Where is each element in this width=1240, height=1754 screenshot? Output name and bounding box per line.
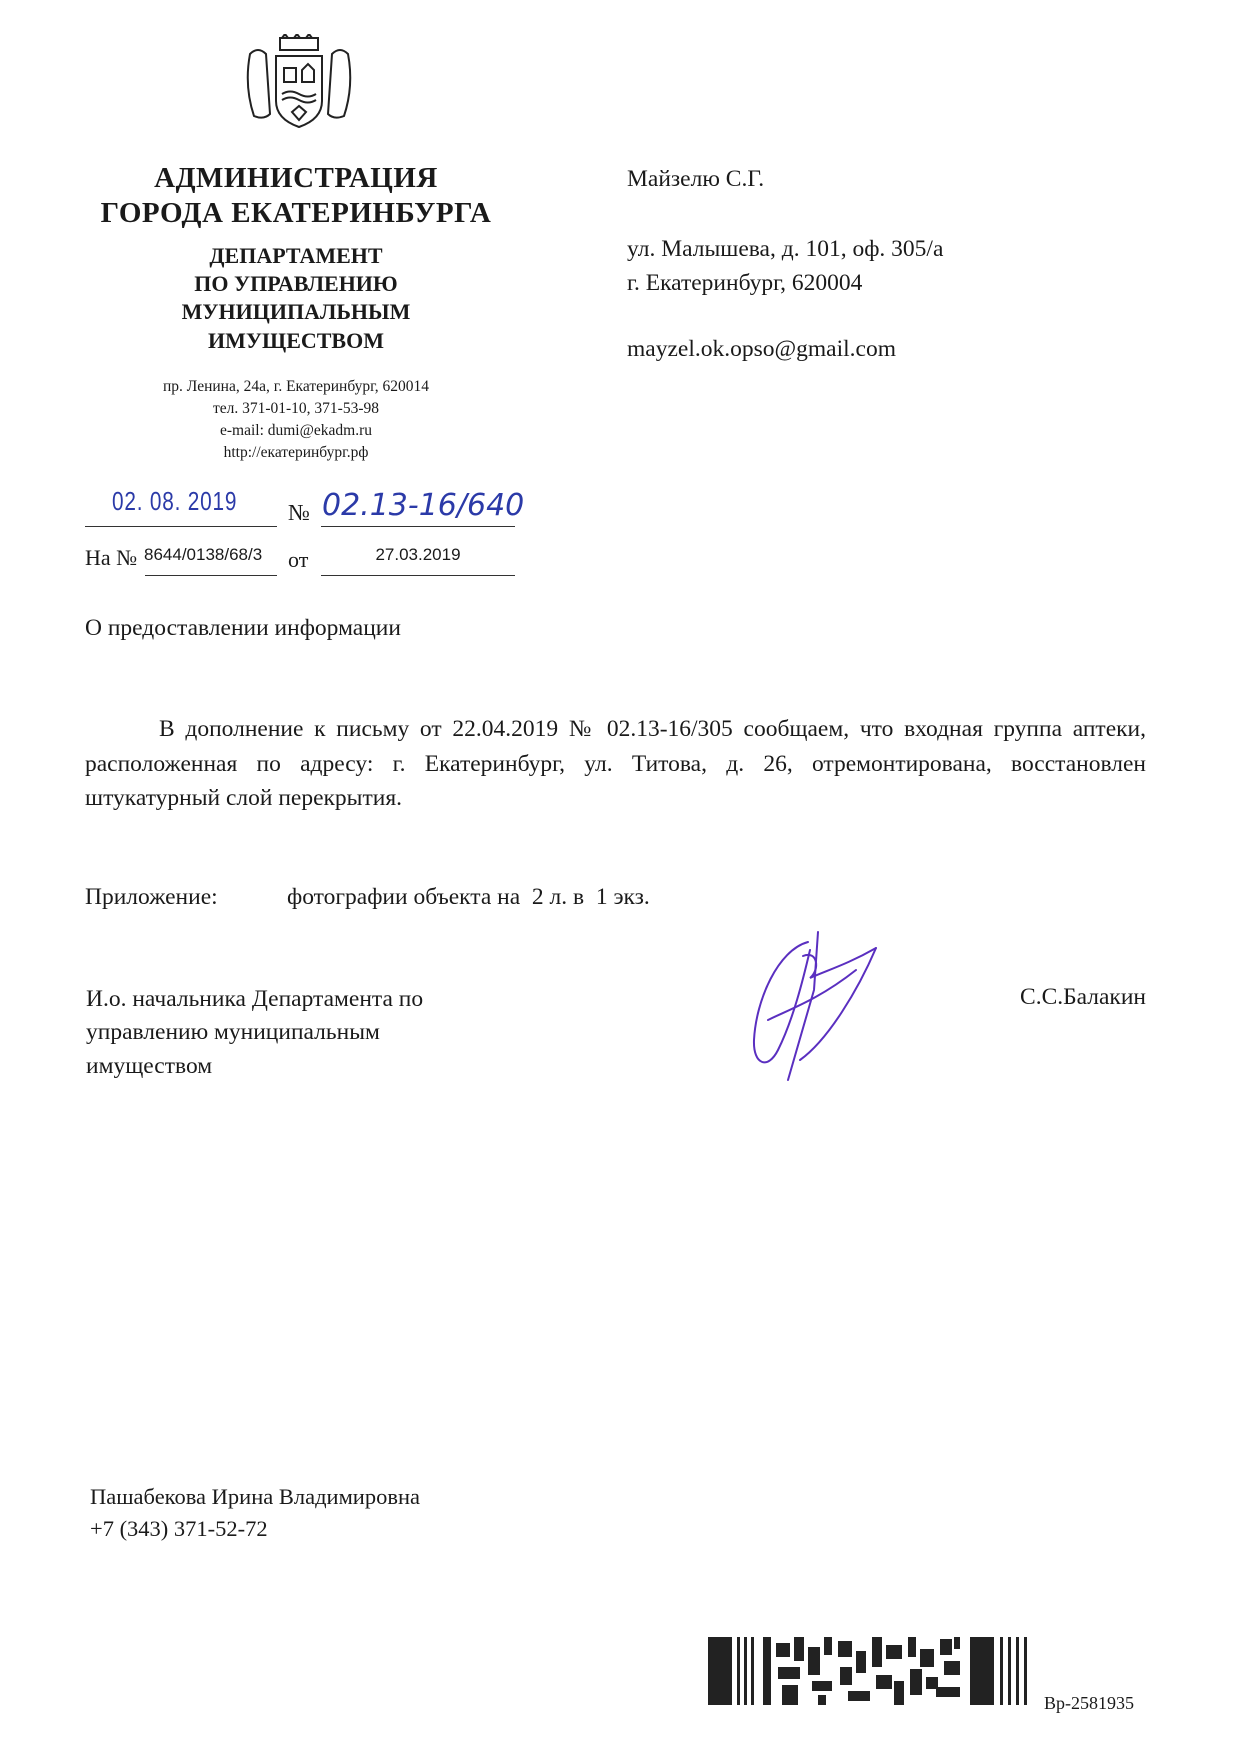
handwritten-number: 02.13-16/640	[322, 488, 525, 523]
dept-line: ПО УПРАВЛЕНИЮ	[194, 271, 398, 296]
signer-position: И.о. начальника Департамента по	[86, 986, 424, 1012]
date-underline	[85, 526, 277, 527]
letter-body: В дополнение к письму от 22.04.2019 № 02.13-16/305 сообщаем, что входная группа аптеки, расположенная по адресу: г. Екатеринбург, ул. Титова, д. 26, отремонтирована, восстановлен штукатурный слой перекрытия.	[85, 716, 1146, 811]
reply-label: На №	[85, 545, 138, 570]
signer-position: управлению муниципальным	[86, 1019, 380, 1045]
number-label: №	[288, 500, 310, 525]
attachment-text: фотографии объекта на 2 л. в 1 экз.	[287, 884, 650, 910]
signer-position: имуществом	[86, 1053, 213, 1079]
attachment-label: Приложение:	[85, 884, 218, 910]
reply-number: 8644/0138/68/3	[144, 545, 263, 564]
executor-phone: +7 (343) 371-52-72	[90, 1516, 268, 1541]
barcode-id: Вр-2581935	[1044, 1693, 1134, 1713]
org-phone: тел. 371-01-10, 371-53-98	[212, 400, 380, 417]
from-label: от	[288, 547, 309, 572]
number-underline	[321, 526, 515, 527]
recipient-name: Майзелю С.Г.	[627, 166, 765, 192]
org-address: пр. Ленина, 24а, г. Екатеринбург, 620014	[163, 378, 429, 395]
reply-date-underline	[321, 575, 515, 576]
handwritten-signature	[748, 930, 883, 1086]
document-barcode	[708, 1637, 1033, 1705]
dept-line: МУНИЦИПАЛЬНЫМ	[181, 299, 411, 324]
org-website: http://екатеринбург.рф	[223, 444, 369, 461]
letter-subject: О предоставлении информации	[85, 615, 401, 641]
recipient-address-line2: г. Екатеринбург, 620004	[627, 270, 863, 296]
recipient-address-line1: ул. Малышева, д. 101, оф. 305/а	[627, 236, 944, 262]
executor-name: Пашабекова Ирина Владимировна	[90, 1484, 420, 1509]
org-name-line2: ГОРОДА ЕКАТЕРИНБУРГА	[100, 197, 492, 229]
org-name-line1: АДМИНИСТРАЦИЯ	[154, 162, 438, 194]
recipient-email: mayzel.ok.opso@gmail.com	[627, 336, 896, 362]
coat-of-arms-emblem	[242, 34, 356, 136]
dept-line: ИМУЩЕСТВОМ	[208, 328, 384, 353]
signer-name: С.С.Балакин	[1020, 984, 1146, 1010]
dept-line: ДЕПАРТАМЕНТ	[209, 243, 383, 268]
reply-date: 27.03.2019	[375, 545, 461, 564]
reply-number-underline	[145, 575, 277, 576]
org-email: e-mail: dumi@ekadm.ru	[219, 422, 372, 439]
date-stamp: 02. 08. 2019	[112, 486, 238, 516]
